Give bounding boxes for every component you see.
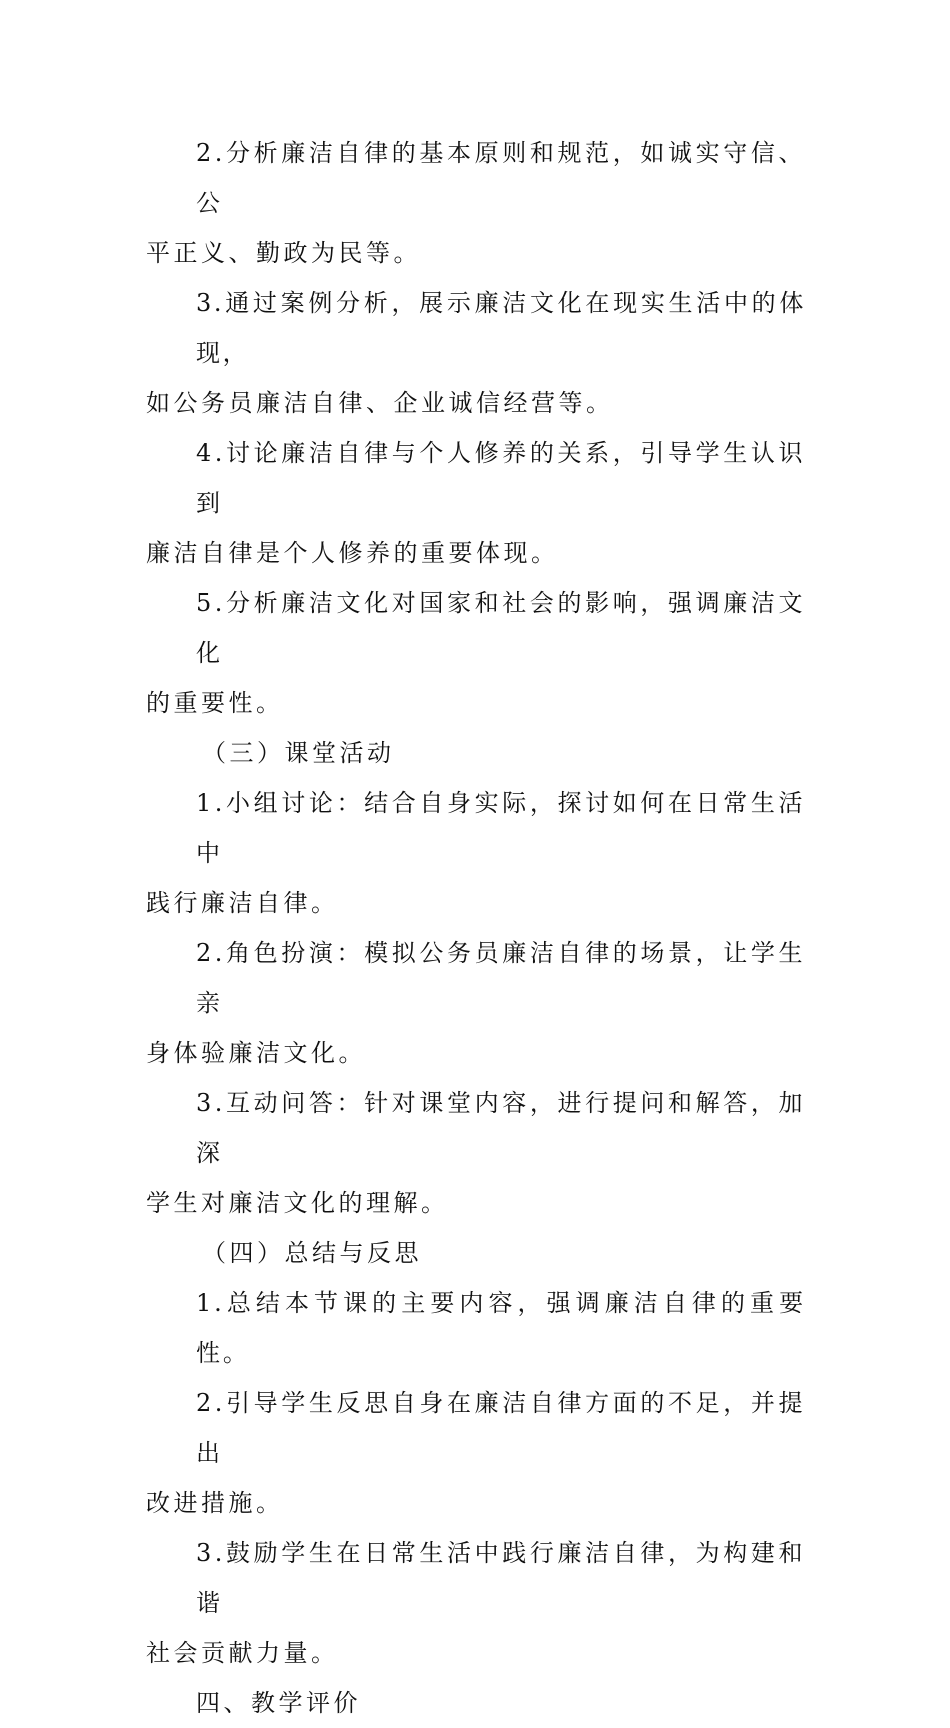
paragraph-line: 3.通过案例分析，展示廉洁文化在现实生活中的体现， (196, 289, 806, 367)
list-item (146, 778, 806, 928)
list-item (146, 928, 806, 1078)
section-heading-teaching-evaluation: 四、教学评价 (196, 1689, 361, 1717)
paragraph-line: 2.角色扮演：模拟公务员廉洁自律的场景，让学生亲 (196, 939, 806, 1017)
paragraph-line: 廉洁自律是个人修养的重要体现。 (146, 539, 559, 567)
paragraph-discussion (146, 428, 806, 578)
paragraph-principles (146, 128, 806, 278)
list-item (146, 1078, 806, 1228)
list-item (146, 1528, 806, 1678)
paragraph-line: 如公务员廉洁自律、企业诚信经营等。 (146, 389, 614, 417)
paragraph-line: 社会贡献力量。 (146, 1639, 339, 1667)
paragraph-line: 2.引导学生反思自身在廉洁自律方面的不足，并提出 (196, 1389, 806, 1467)
document-body (146, 128, 806, 1728)
paragraph-line: 平正义、勤政为民等。 (146, 239, 421, 267)
list-item (146, 1278, 806, 1378)
paragraph-line: 3.鼓励学生在日常生活中践行廉洁自律，为构建和谐 (196, 1539, 806, 1617)
paragraph-impact (146, 578, 806, 728)
paragraph-line: 1.小组讨论：结合自身实际，探讨如何在日常生活中 (196, 789, 806, 867)
paragraph-line: 2.分析廉洁自律的基本原则和规范，如诚实守信、公 (196, 139, 806, 217)
paragraph-line: 身体验廉洁文化。 (146, 1039, 366, 1067)
paragraph-line: 5.分析廉洁文化对国家和社会的影响，强调廉洁文化 (196, 589, 806, 667)
paragraph-line: 3.互动问答：针对课堂内容，进行提问和解答，加深 (196, 1089, 806, 1167)
paragraph-line: 改进措施。 (146, 1489, 284, 1517)
paragraph-line: 4.讨论廉洁自律与个人修养的关系，引导学生认识到 (196, 439, 806, 517)
section-heading-summary-reflection: （四）总结与反思 (202, 1239, 422, 1267)
section-heading-classroom-activities: （三）课堂活动 (202, 739, 395, 767)
list-item (146, 1378, 806, 1528)
paragraph-case-analysis (146, 278, 806, 428)
paragraph-line: 践行廉洁自律。 (146, 889, 339, 917)
paragraph-line: 学生对廉洁文化的理解。 (146, 1189, 449, 1217)
paragraph-line: 的重要性。 (146, 689, 284, 717)
paragraph-line: 1.总结本节课的主要内容，强调廉洁自律的重要性。 (196, 1289, 806, 1367)
